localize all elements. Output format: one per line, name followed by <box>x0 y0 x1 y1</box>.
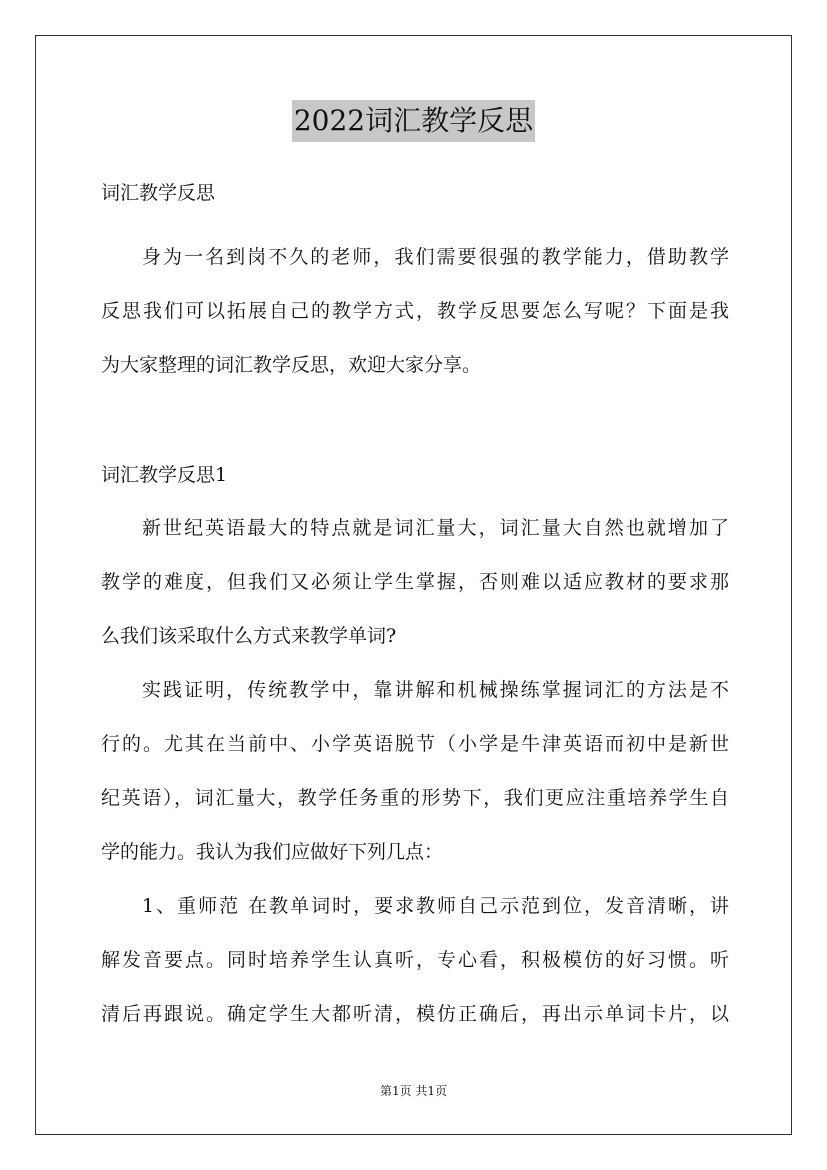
paragraph-line: 么我们该采取什么方式来教学单词? <box>101 625 397 647</box>
paragraph <box>101 893 729 1028</box>
paragraph-line: 清后再跟说。确定学生大都听清，模仿正确后，再出示单词卡片，以 <box>101 1003 729 1025</box>
paragraph-line: 教学的难度，但我们又必须让学生掌握，否则难以适应教材的要求那 <box>101 571 729 593</box>
title-container <box>0 100 827 142</box>
section-heading: 词汇教学反思 <box>101 182 216 204</box>
paragraph-line: 为大家整理的词汇教学反思，欢迎大家分享。 <box>101 354 482 376</box>
paragraph-line: 纪英语），词汇量大，教学任务重的形势下，我们更应注重培养学生自 <box>101 787 729 809</box>
paragraph-line: 行的。尤其在当前中、小学英语脱节（小学是牛津英语而初中是新世 <box>101 733 729 755</box>
paragraph <box>101 677 729 866</box>
paragraph-line: 反思我们可以拓展自己的教学方式，教学反思要怎么写呢？下面是我 <box>101 300 729 322</box>
paragraph-line: 解发音要点。同时培养学生认真听，专心看，积极模仿的好习惯。听 <box>101 949 729 971</box>
paragraph-line: 1、重师范 在教单词时，要求教师自己示范到位，发音清晰，讲 <box>142 895 729 917</box>
section-heading: 词汇教学反思1 <box>101 464 228 486</box>
paragraph-line: 新世纪英语最大的特点就是词汇量大，词汇量大自然也就增加了 <box>142 517 729 539</box>
paragraph-line: 学的能力。我认为我们应做好下列几点： <box>101 841 444 863</box>
paragraph-line: 身为一名到岗不久的老师，我们需要很强的教学能力，借助教学 <box>142 246 729 268</box>
document-body <box>101 175 729 1028</box>
paragraph-line: 实践证明，传统教学中，靠讲解和机械操练掌握词汇的方法是不 <box>142 679 729 701</box>
document-title: 2022词汇教学反思 <box>292 100 535 142</box>
intro-paragraph <box>101 244 729 379</box>
paragraph <box>101 515 729 650</box>
page-footer: 第1页 共1页 <box>379 1084 448 1098</box>
